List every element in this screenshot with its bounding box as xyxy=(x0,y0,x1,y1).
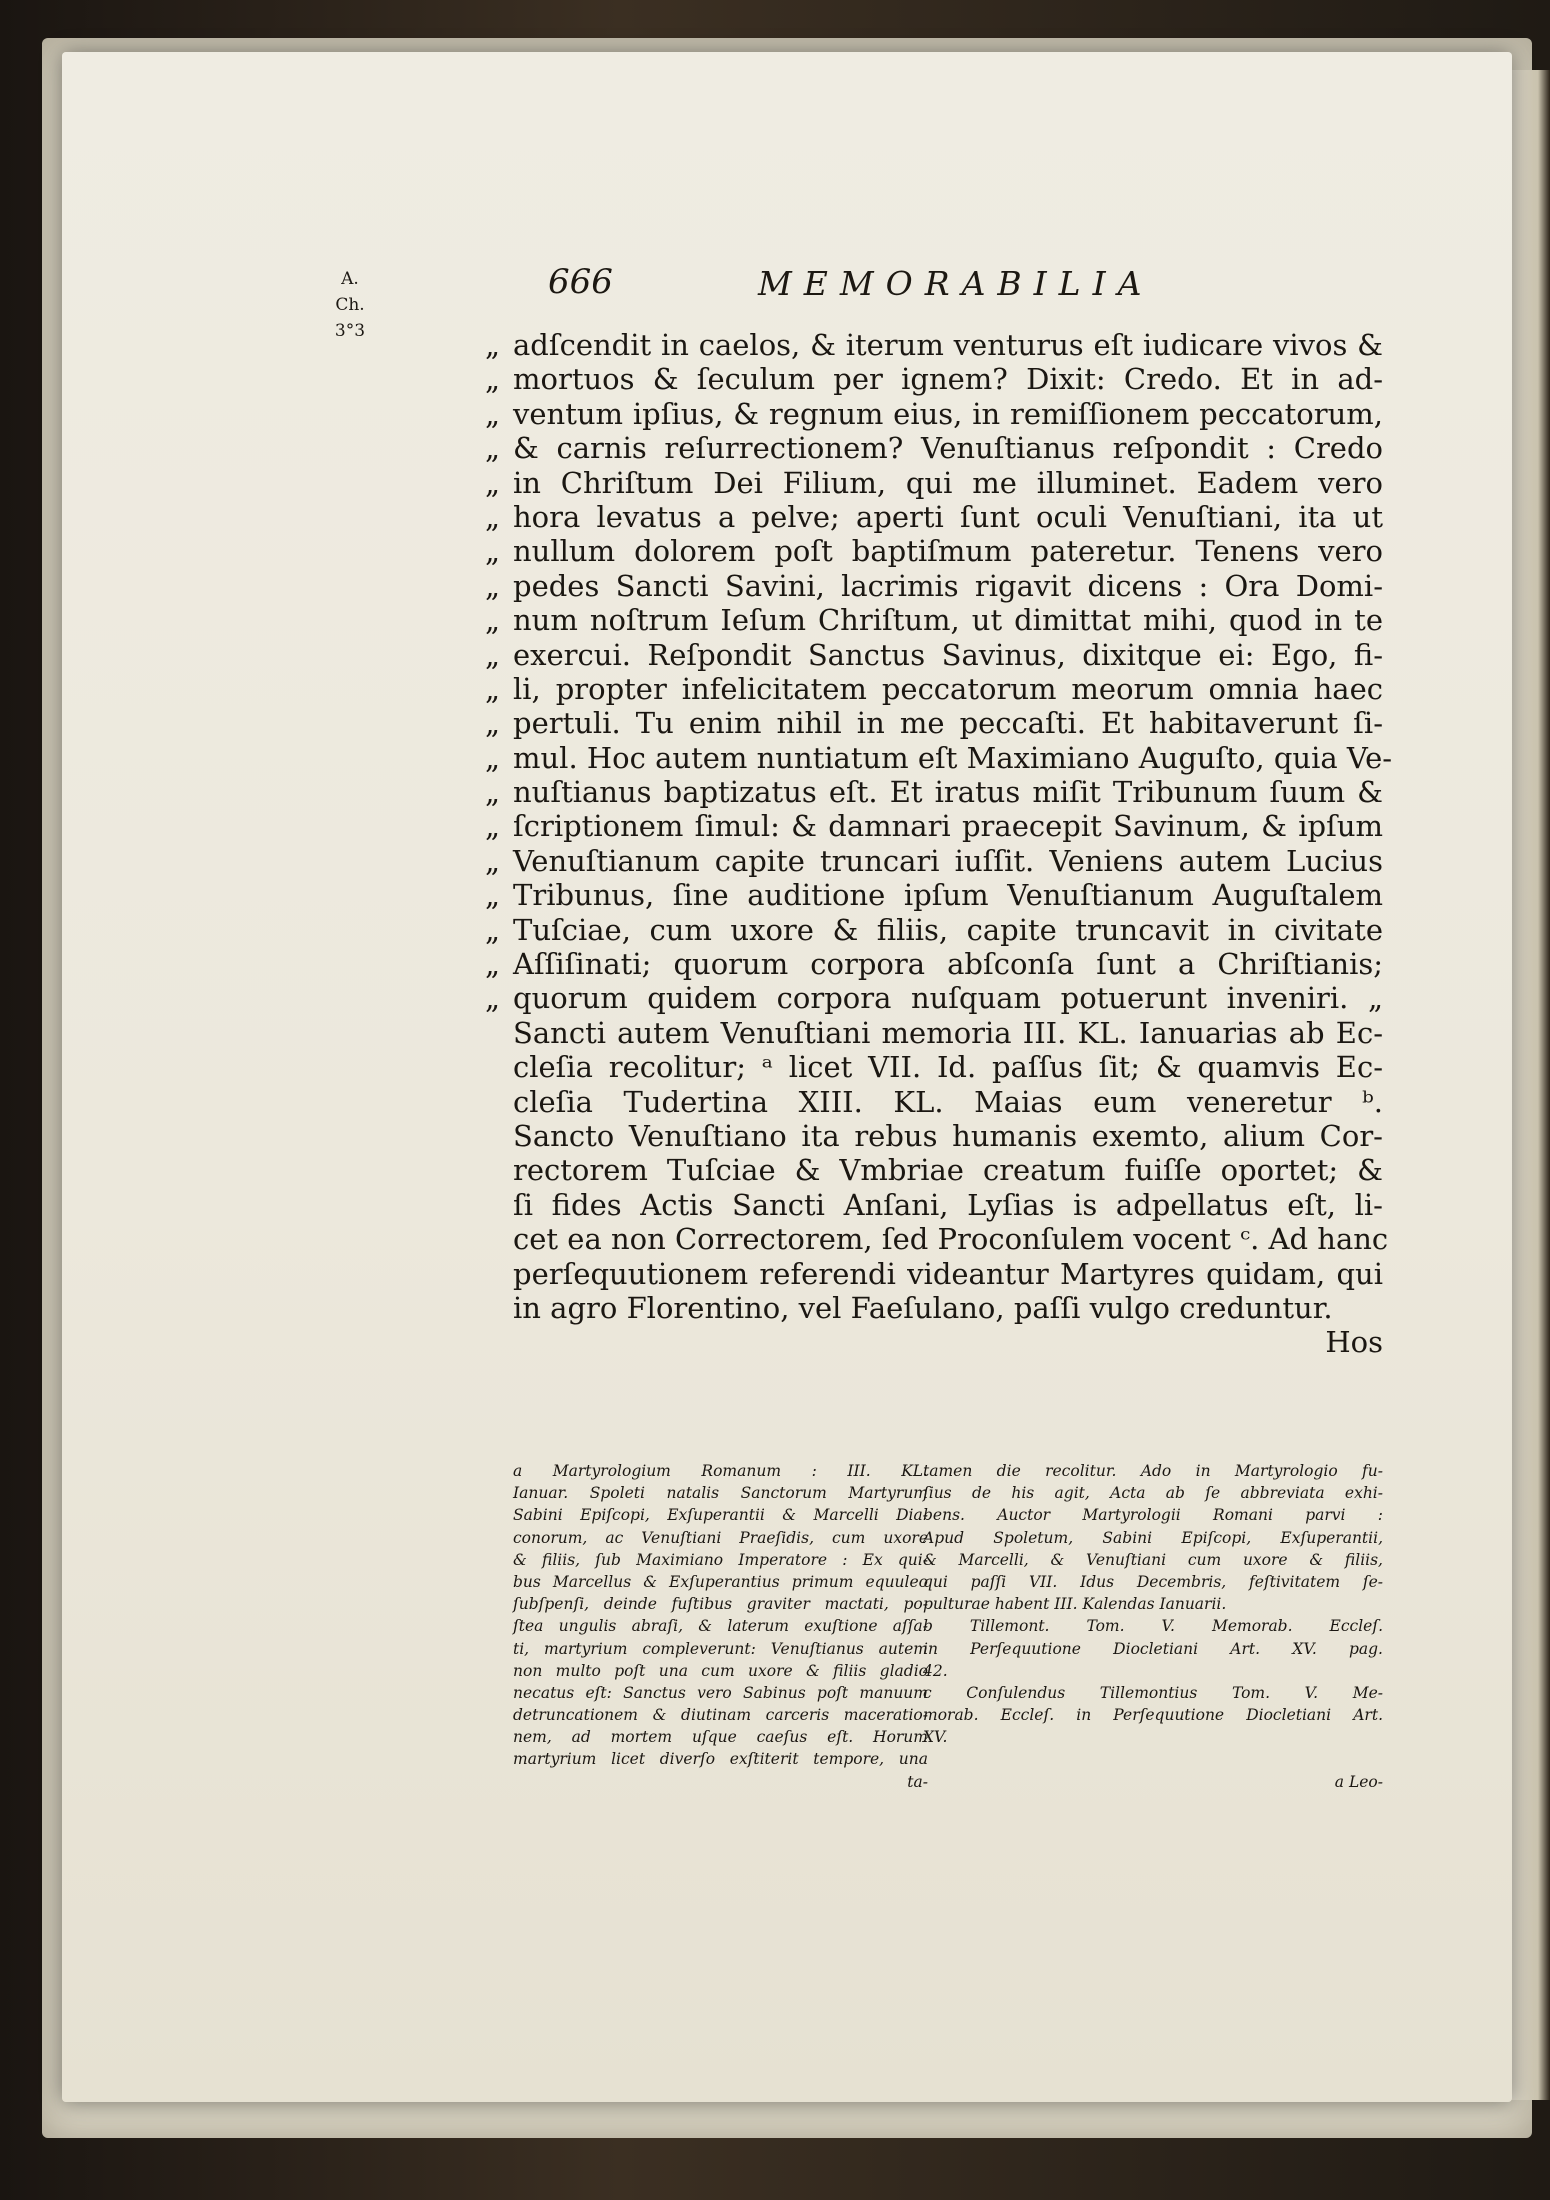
text-line-content: mul. Hoc autem nuntiatum eſt Maximiano Auguſto, quia Ve- xyxy=(513,740,1393,775)
running-head: MEMORABILIA xyxy=(758,264,1154,303)
footnote-line: nem, ad mortem uſque caeſus eſt. Horum xyxy=(513,1728,928,1747)
text-line-content: Aſſiſinati; quorum corpora abſconſa ſunt a Chriſtianis; xyxy=(513,947,1383,982)
footnote-line: bens. Auctor Martyrologii Romani parvi : xyxy=(923,1506,1383,1525)
footnote-line: ti, martyrium compleverunt: Venuſtianus autem xyxy=(513,1639,928,1658)
text-line-content: rectorem Tuſciae & Vmbriae creatum fuiſſe oportet; & xyxy=(513,1153,1383,1188)
text-line-content: Sancto Venuſtiano ita rebus humanis exemto, alium Cor- xyxy=(513,1118,1383,1153)
margin-year-label: A. Ch. xyxy=(335,269,365,315)
text-line xyxy=(513,603,1383,637)
footnote-line: conorum, ac Venuſtiani Praeſidis, cum uxore xyxy=(513,1528,928,1547)
text-line xyxy=(513,500,1383,534)
footnote-line: tamen die recolitur. Ado in Martyrologio fu- xyxy=(923,1462,1383,1480)
text-line xyxy=(513,913,1383,947)
facing-page-edge xyxy=(1510,70,1550,2100)
text-line-content: hora levatus a pelve; aperti ſunt oculi Venuſtiani, ita ut xyxy=(513,499,1383,534)
text-line-content: nuſtianus baptizatus eſt. Et iratus miſit Tribunum ſuum & xyxy=(513,775,1383,810)
text-line-content: pedes Sancti Savini, lacrimis rigavit dicens : Ora Domi- xyxy=(513,568,1383,603)
text-line xyxy=(513,809,1383,843)
footnote-line: necatus eſt: Sanctus vero Sabinus poſt manuum xyxy=(513,1683,928,1702)
text-line xyxy=(513,534,1383,568)
text-line xyxy=(513,947,1383,981)
text-line xyxy=(513,1119,1383,1153)
text-line-content: perſequutionem referendi videantur Martyres quidam, qui xyxy=(513,1256,1383,1291)
footnote-line: qui paſſi VII. Idus Decembris, feſtivitatem ſe- xyxy=(923,1572,1383,1591)
page-number: 666 xyxy=(548,262,613,302)
text-line xyxy=(513,328,1383,362)
catchword: Hos xyxy=(1325,1325,1383,1360)
footnote-line: Ianuar. Spoleti natalis Sanctorum Martyrum xyxy=(513,1484,928,1503)
footnote-line: detruncationem & diutinam carceris maceratio- xyxy=(513,1706,928,1725)
footnote-line: bus Marcellus & Exſuperantius primum equuleo xyxy=(513,1572,928,1591)
text-line-content: nullum dolorem poſt baptiſmum pateretur. Tenens vero xyxy=(513,534,1383,569)
text-line xyxy=(513,672,1383,706)
footnote-line: morab. Eccleſ. in Perſequutione Diocletiani Art. xyxy=(923,1706,1383,1725)
footnotes-right-column xyxy=(923,1460,1383,1793)
text-line-content: adſcendit in caelos, & iterum venturus eſt iudicare vivos & xyxy=(513,328,1383,362)
text-line xyxy=(513,638,1383,672)
text-line-content: Tribunus, ſine auditione ipſum Venuſtianum Auguſtalem xyxy=(513,878,1383,913)
margin-year-note xyxy=(325,266,375,344)
text-line-content: Tuſciae, cum uxore & filiis, capite truncavit in civitate xyxy=(513,912,1383,947)
text-line xyxy=(513,431,1383,465)
text-line-content: mortuos & ſeculum per ignem? Dixit: Credo. Et in ad- xyxy=(513,362,1383,397)
footnote-line xyxy=(923,1748,1383,1770)
footnote-line: pulturae habent III. Kalendas Ianuarii. xyxy=(923,1595,1227,1614)
footnote-line: in Perſequutione Diocletiani Art. XV. pag. xyxy=(923,1639,1383,1658)
text-line xyxy=(513,362,1383,396)
text-line-content: quorum quidem corpora nuſquam potuerunt inveniri. „ xyxy=(513,981,1383,1016)
text-line xyxy=(513,397,1383,431)
footnote-line: non multo poſt una cum uxore & filiis gladio xyxy=(513,1661,928,1680)
text-line-content: Venuſtianum capite truncari iuſſit. Veniens autem Lucius xyxy=(513,843,1383,878)
text-line xyxy=(513,775,1383,809)
footnotes-left-column xyxy=(513,1460,928,1793)
text-line-content: Sancti autem Venuſtiani memoria III. KL. Ianuarias ab Ec- xyxy=(513,1015,1383,1050)
footnote-line: b Tillemont. Tom. V. Memorab. Eccleſ. xyxy=(923,1617,1383,1636)
text-line xyxy=(513,1016,1383,1050)
text-line xyxy=(513,1257,1383,1291)
footnote-line: ſubſpenſi, deinde fuſtibus graviter mactati, po- xyxy=(513,1595,928,1614)
text-line xyxy=(513,1085,1383,1119)
footnote-line: a Leo- xyxy=(1334,1772,1383,1791)
text-line-content: exercui. Reſpondit Sanctus Savinus, dixitque ei: Ego, fi- xyxy=(513,637,1383,672)
footnote-line: a Martyrologium Romanum : III. KL. xyxy=(513,1462,928,1480)
footnote-line: ta- xyxy=(907,1772,928,1791)
footnote-line: & filiis, ſub Maximiano Imperatore : Ex qui- xyxy=(513,1550,928,1569)
text-line-content: ventum ipſius, & regnum eius, in remiſſionem peccatorum, xyxy=(513,396,1383,431)
footnotes xyxy=(513,1460,1383,1880)
margin-year-value: 3°3 xyxy=(334,321,366,341)
text-line xyxy=(513,981,1383,1015)
footnote-line: 42. xyxy=(923,1661,948,1680)
footnote-line: & Marcelli, & Venuſtiani cum uxore & filiis, xyxy=(923,1550,1383,1569)
text-line-content: num noſtrum Ieſum Chriſtum, ut dimittat mihi, quod in te xyxy=(513,603,1383,638)
footnote-line: ſius de his agit, Acta ab ſe abbreviata exhi- xyxy=(923,1484,1383,1503)
footnote-line: Sabini Epiſcopi, Exſuperantii & Marcelli Dia- xyxy=(513,1506,928,1525)
text-line-content: ſcriptionem ſimul: & damnari praecepit Savinum, & ipſum xyxy=(513,809,1383,844)
text-line xyxy=(513,1188,1383,1222)
text-line xyxy=(513,878,1383,912)
text-line xyxy=(513,706,1383,740)
text-line xyxy=(513,466,1383,500)
footnote-line: Apud Spoletum, Sabini Epiſcopi, Exſuperantii, xyxy=(923,1528,1383,1547)
text-line-content: pertuli. Tu enim nihil in me peccaſti. Et habitaverunt ſi- xyxy=(513,706,1383,741)
text-line-content: cleſia recolitur; ᵃ licet VII. Id. paſſus ſit; & quamvis Ec- xyxy=(513,1050,1383,1085)
text-line-content: li, propter infelicitatem peccatorum meorum omnia haec xyxy=(513,671,1383,706)
footnote-line: c Conſulendus Tillemontius Tom. V. Me- xyxy=(923,1683,1383,1702)
footnote-line: martyrium licet diverſo exſtiterit tempore, una xyxy=(513,1750,928,1769)
text-line xyxy=(513,569,1383,603)
text-line-content: cet ea non Correctorem, ſed Proconſulem vocent ᶜ. Ad hanc xyxy=(513,1222,1389,1257)
footnote-line: XV. xyxy=(923,1728,948,1747)
text-line xyxy=(513,844,1383,878)
text-line-content: ſi fides Actis Sancti Anſani, Lyſias is adpellatus eſt, li- xyxy=(513,1187,1383,1222)
text-line-content: cleſia Tudertina XIII. KL. Maias eum veneretur ᵇ. xyxy=(513,1084,1383,1119)
text-line xyxy=(513,740,1393,775)
text-line xyxy=(513,1222,1389,1257)
text-line-content: in agro Florentino, vel Faeſulano, paſſi vulgo creduntur. xyxy=(513,1290,1333,1325)
text-line xyxy=(513,1291,1383,1325)
text-line-content: & carnis reſurrectionem? Venuſtianus reſpondit : Credo xyxy=(513,431,1383,466)
text-line xyxy=(513,1050,1383,1084)
body-text xyxy=(513,328,1393,1360)
footnote-line: ſtea ungulis abraſi, & laterum exuſtione aſſa- xyxy=(513,1617,928,1636)
text-line-content: in Chriſtum Dei Filium, qui me illuminet. Eadem vero xyxy=(513,465,1383,500)
text-line xyxy=(513,1153,1383,1187)
